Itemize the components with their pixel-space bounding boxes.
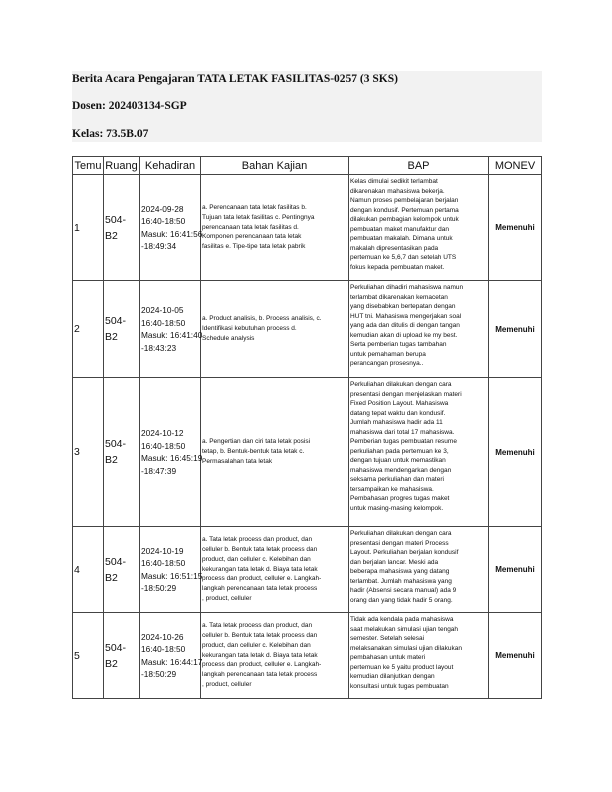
table-row <box>73 281 542 378</box>
monev-cell: Memenuhi <box>489 378 542 527</box>
bap-cell-line: perancangan prosesnya.. <box>350 360 424 367</box>
bahan-kajian-cell <box>201 527 349 613</box>
bap-cell-line: Perkuliahan dilakukan dengan cara <box>350 381 452 388</box>
kehadiran-cell-line: Masuk: 16:51:15 <box>141 570 203 581</box>
ruang-cell-line: B2 <box>105 657 118 670</box>
kehadiran-cell-line: Masuk: 16:45:19 <box>141 453 203 463</box>
bap-cell-line: terlambat dikarenakan kemacetan <box>350 293 448 301</box>
kehadiran-cell-line: Masuk: 16:41:56 <box>141 228 203 239</box>
col-header-kehadiran: Kehadiran <box>140 157 201 175</box>
temu-cell: 4 <box>73 527 104 613</box>
bap-cell-line: perkuliahan pada pertemuan ke 3, <box>350 447 449 455</box>
bahan-kajian-cell-line: kekurangan tata letak d. Biaya tata letak <box>202 651 318 659</box>
bap-cell-line: untuk masing-masing kelompok. <box>350 504 444 512</box>
kehadiran-cell <box>140 613 201 699</box>
bap-cell-line: Jumlah mahasiswa hadir ada 11 <box>350 419 443 426</box>
bahan-kajian-cell-line: product, dan celluler c. Kelebihan dan <box>202 555 311 563</box>
bap-cell <box>349 175 489 281</box>
bap-cell-line: saat melakukan simulasi ujian tengah <box>350 625 459 633</box>
bap-cell-line: pembahasan untuk materi <box>350 654 426 661</box>
kehadiran-cell-line: 16:40-18:50 <box>141 644 186 654</box>
bahan-kajian-cell-line: Identifikasi kebutuhan process d. <box>202 325 297 333</box>
table-row <box>73 613 542 699</box>
bahan-kajian-cell <box>201 281 349 378</box>
bap-cell-line: HUT tni. Mahasiswa mengerjakan soal <box>350 312 462 320</box>
col-header-bap: BAP <box>349 157 489 175</box>
bahan-kajian-cell-line: Tujuan tata letak fasilitas c. Pentingnya <box>202 213 315 221</box>
bap-cell-line: Layout. Perkuliahan berjalan kondusif <box>350 549 459 556</box>
bap-cell-line: tersampaikan ke mahasiswa. <box>350 485 434 493</box>
kehadiran-cell-line: 2024-10-19 <box>141 545 184 556</box>
bap-cell-line: fokus kepada pembuatan maket. <box>350 263 445 271</box>
bap-cell-line: yang disebabkan bertepatan dengan <box>350 303 456 310</box>
document-title: Berita Acara Pengajaran TATA LETAK FASILITAS-0257 (3 SKS) <box>72 73 398 85</box>
bap-cell-line: presentasi dengan materi Process <box>350 539 449 547</box>
bahan-kajian-cell-line: a. Perencanaan tata letak fasilitas b. <box>202 204 307 211</box>
bap-table <box>72 156 542 699</box>
bap-cell-line: pertemuan ke 5,6,7 dan setelah UTS <box>350 254 457 261</box>
bahan-kajian-cell-line: a. Pengertian dan ciri tata letak posisi <box>202 438 311 446</box>
ruang-cell-line: 504- <box>105 438 127 450</box>
bap-cell-line: kemudian dilanjutkan dengan <box>350 673 435 680</box>
bap-cell-line: dengan tujuan untuk memastikan <box>350 457 446 464</box>
bap-cell-line: Pembahasan progres tugas maket <box>350 495 450 502</box>
dosen-label: Dosen: 202403134-SGP <box>72 100 187 112</box>
kehadiran-cell-line: Masuk: 16:41:40 <box>141 330 203 340</box>
bahan-kajian-cell-line: a. Tata letak process dan product, dan <box>202 536 313 544</box>
kehadiran-cell <box>140 527 201 613</box>
table-row <box>73 175 542 281</box>
kehadiran-cell-line: 16:40-18:50 <box>141 558 186 568</box>
bahan-kajian-cell-line: kekurangan tata letak d. Biaya tata letak <box>202 565 318 573</box>
bap-cell-line: orang dan yang tidak hadir 5 orang. <box>350 596 453 604</box>
monev-cell: Memenuhi <box>489 281 542 378</box>
bap-cell-line: konsultasi untuk tugas pembuatan <box>350 682 449 690</box>
kehadiran-cell-line: -18:50:29 <box>141 583 177 593</box>
bap-cell-line: untuk pemahaman berupa <box>350 350 426 358</box>
ruang-cell-line: 504- <box>105 213 127 226</box>
table-header-row <box>73 157 542 175</box>
kehadiran-cell-line: -18:50:29 <box>141 669 177 679</box>
bahan-kajian-cell-line: Komponen perencanaan tata letak <box>202 233 302 241</box>
kehadiran-cell <box>140 281 201 378</box>
kehadiran-cell-line: 16:40-18:50 <box>141 216 186 226</box>
ruang-cell <box>104 378 140 527</box>
kehadiran-cell-line: 2024-10-12 <box>141 428 184 438</box>
temu-cell: 5 <box>73 613 104 699</box>
kehadiran-cell-line: 2024-10-26 <box>141 631 184 642</box>
bahan-kajian-cell-line: langkah perencanaan tata letak process <box>202 671 318 679</box>
bap-cell-line: yang ada dan ditulis di dengan tangan <box>350 322 460 329</box>
bap-cell-line: terlambat. Jumlah mahasiswa yang <box>350 577 452 585</box>
kehadiran-cell <box>140 378 201 527</box>
bahan-kajian-cell <box>201 613 349 699</box>
bahan-kajian-cell-line: langkah perencanaan tata letak process <box>202 585 318 593</box>
kehadiran-cell-line: 2024-09-28 <box>141 203 184 214</box>
bap-cell-line: Fixed Position Layout. Mahasiswa <box>350 400 449 407</box>
bahan-kajian-cell-line: perencanaan tata letak fasilitas d. <box>202 223 299 231</box>
bap-cell-line: Perkuliahan dihadiri mahasiswa namun <box>350 284 464 291</box>
bap-cell-line: melaksanakan simulasi ujian dilakukan <box>350 644 463 652</box>
ruang-cell <box>104 613 140 699</box>
kehadiran-cell-line: 16:40-18:50 <box>141 317 186 328</box>
bap-cell-line: Tidak ada kendala pada mahasiswa <box>350 616 454 623</box>
header-block <box>72 71 542 142</box>
kehadiran-cell-line: Masuk: 16:44:17 <box>141 656 203 667</box>
ruang-cell-line: B2 <box>105 454 118 466</box>
ruang-cell <box>104 527 140 613</box>
bahan-kajian-cell-line: a. Product analisis, b. Process analisis, c. <box>202 315 322 323</box>
bahan-kajian-cell-line: celluler b. Bentuk tata letak process dan <box>202 632 318 639</box>
bahan-kajian-cell-line: celluler b. Bentuk tata letak process dan <box>202 546 318 553</box>
bap-cell-line: semester. Setelah selesai <box>350 635 425 642</box>
kehadiran-cell <box>140 175 201 281</box>
bahan-kajian-cell <box>201 378 349 527</box>
bap-cell-line: mahasiswa mendengarkan dengan <box>350 466 452 474</box>
ruang-cell <box>104 281 140 378</box>
bahan-kajian-cell-line: , product, celluler <box>202 680 252 688</box>
kehadiran-cell-line: 2024-10-05 <box>141 305 184 315</box>
bap-cell-line: dikarenakan mahasiswa bekerja. <box>350 187 445 195</box>
bap-cell-line: Namun proses pembelajaran berjalan <box>350 197 459 204</box>
col-header-ruang: Ruang <box>104 157 140 175</box>
ruang-cell-line: B2 <box>105 571 118 584</box>
bap-cell-line: seksama perkuliahan dan materi <box>350 476 444 483</box>
kehadiran-cell-line: -18:47:39 <box>141 465 177 476</box>
col-header-bahan-kajian: Bahan Kajian <box>201 157 349 175</box>
ruang-cell-line: 504- <box>105 641 127 654</box>
bahan-kajian-cell-line: tetap, b. Bentuk-bentuk tata letak c. <box>202 448 305 456</box>
kehadiran-cell-line: -18:43:23 <box>141 342 177 353</box>
table-row <box>73 378 542 527</box>
bahan-kajian-cell-line: product, dan celluler c. Kelebihan dan <box>202 641 311 649</box>
temu-cell: 1 <box>73 175 104 281</box>
ruang-cell-line: B2 <box>105 229 118 242</box>
bap-cell-line: beberapa mahasiswa yang datang <box>350 568 450 575</box>
bap-cell-line: makalah dipresentasikan pada <box>350 244 439 252</box>
table-row <box>73 527 542 613</box>
bap-cell <box>349 378 489 527</box>
bap-cell <box>349 613 489 699</box>
bahan-kajian-cell-line: a. Tata letak process dan product, dan <box>202 622 313 630</box>
bap-cell-line: presentasi dengan menjelaskan materi <box>350 390 462 398</box>
ruang-cell <box>104 175 140 281</box>
col-header-temu: Temu <box>73 157 104 175</box>
kehadiran-cell-line: 16:40-18:50 <box>141 440 186 451</box>
bahan-kajian-cell-line: , product, celluler <box>202 594 252 602</box>
bap-cell-line: Serta pemberian tugas tambahan <box>350 341 447 348</box>
temu-cell: 3 <box>73 378 104 527</box>
bap-cell-line: pembuatan maket manufaktur dan <box>350 225 450 233</box>
bahan-kajian-cell-line: Schedule analysis <box>202 334 255 342</box>
bap-cell-line: datang tepat waktu dan kondusif. <box>350 409 446 417</box>
bap-cell <box>349 281 489 378</box>
bahan-kajian-cell-line: Permasalahan tata letak <box>202 457 273 465</box>
bahan-kajian-cell-line: process dan product, celluler e. Langkah- <box>202 661 322 669</box>
ruang-cell-line: B2 <box>105 331 118 343</box>
kelas-label: Kelas: 73.5B.07 <box>72 128 149 140</box>
bap-cell-line: dilakukan pembagian kelompok untuk <box>350 216 459 223</box>
bap-cell-line: pertemuan ke 5 yaitu product layout <box>350 663 454 671</box>
bap-cell-line: Pemberian tugas pembuatan resume <box>350 438 457 445</box>
bap-cell-line: Perkuliahan dilakukan dengan cara <box>350 530 452 537</box>
bahan-kajian-cell <box>201 175 349 281</box>
monev-cell: Memenuhi <box>489 527 542 613</box>
bap-cell-line: pembuatan makalah. Dimana untuk <box>350 235 453 242</box>
temu-cell: 2 <box>73 281 104 378</box>
bap-cell-line: hadir (Absensi secara manual) ada 9 <box>350 587 457 594</box>
bap-cell-line: dengan kondusif. Pertemuan pertama <box>350 206 459 214</box>
bap-cell <box>349 527 489 613</box>
bap-cell-line: Kelas dimulai sedikit terlambat <box>350 178 438 185</box>
kehadiran-cell-line: -18:49:34 <box>141 241 177 251</box>
ruang-cell-line: 504- <box>105 315 127 327</box>
bap-cell-line: kemudian akan di upload ke my best. <box>350 331 458 339</box>
ruang-cell-line: 504- <box>105 555 127 568</box>
monev-cell: Memenuhi <box>489 175 542 281</box>
bap-cell-line: mahasiswa dari total 17 mahasiswa. <box>350 428 455 436</box>
bahan-kajian-cell-line: process dan product, celluler e. Langkah- <box>202 575 322 583</box>
bap-cell-line: dan berjalan lancar. Meski ada <box>350 558 439 566</box>
monev-cell: Memenuhi <box>489 613 542 699</box>
bahan-kajian-cell-line: fasilitas e. Tipe-tipe tata letak pabrik <box>202 243 306 251</box>
col-header-monev: MONEV <box>489 157 542 175</box>
